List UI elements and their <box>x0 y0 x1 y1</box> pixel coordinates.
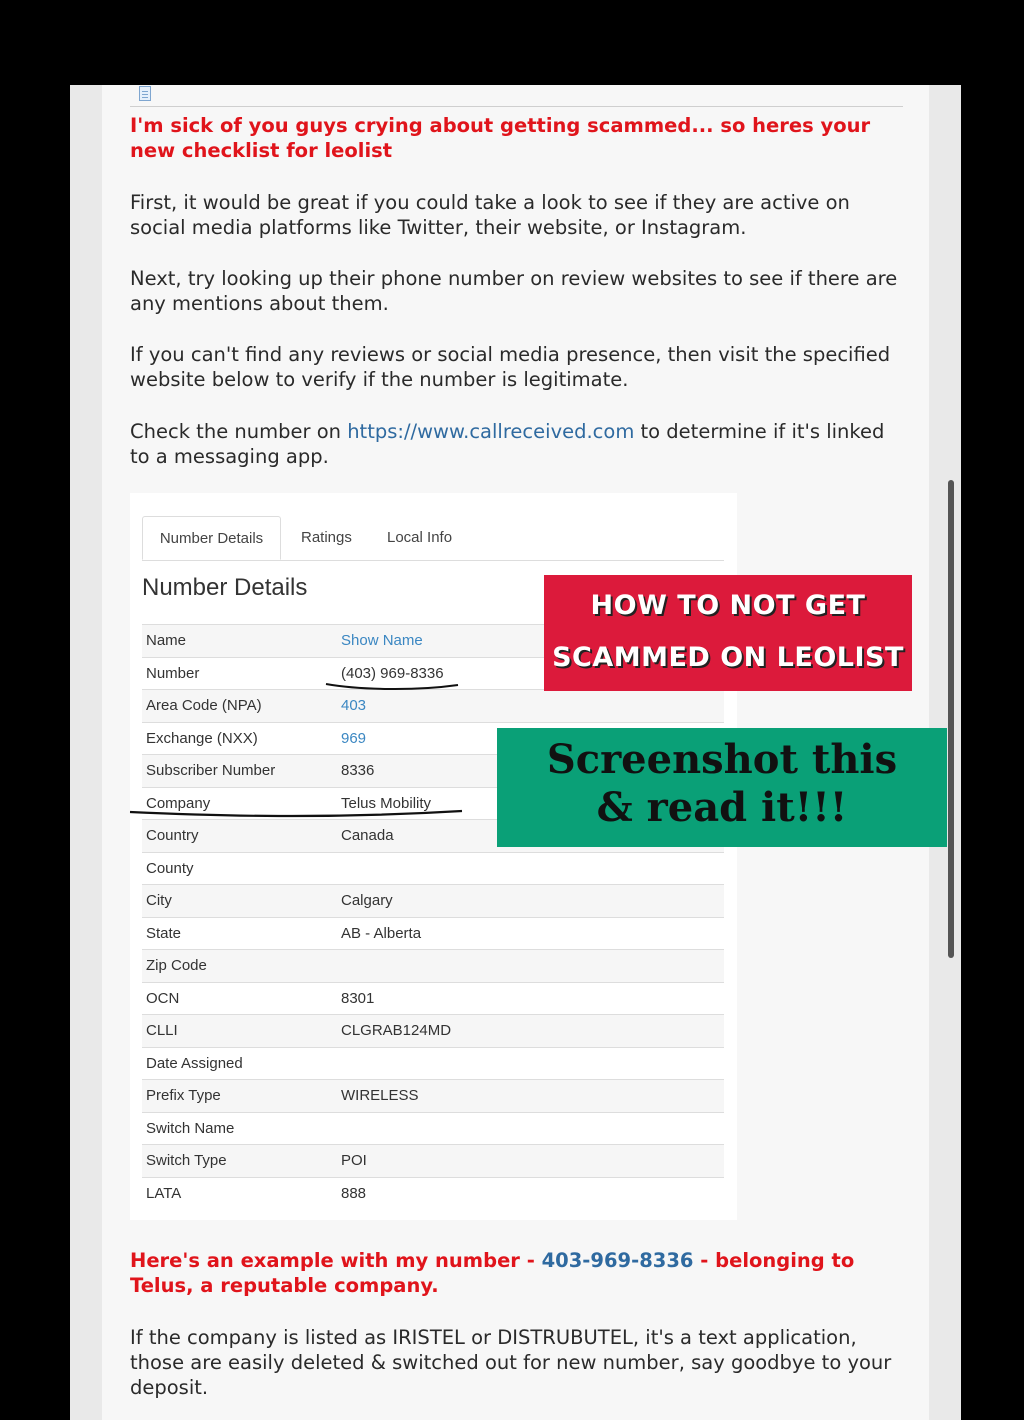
divider <box>130 106 903 107</box>
number-details-table <box>142 624 724 1210</box>
row-label: State <box>146 924 182 942</box>
row-value <box>337 1112 724 1145</box>
row-label: OCN <box>146 989 180 1007</box>
row-value: CLGRAB124MD <box>341 1022 452 1040</box>
row-value: POI <box>341 1152 367 1170</box>
row-value: Telus Mobility <box>341 794 432 812</box>
paragraph-text-apps: If the company is listed as IRISTEL or DISTRUBUTEL, it's a text application, those are easily deleted & switched out for new number, say goodbye to your deposit. <box>130 1326 892 1399</box>
row-label: Zip Code <box>146 957 207 975</box>
row-label: Subscriber Number <box>146 762 276 780</box>
check-number-text-end: to determine if it's linked to a messaging app. <box>130 420 885 468</box>
row-label: City <box>146 892 172 910</box>
paragraph-check-number <box>130 419 905 469</box>
paragraph-review-sites: Next, try looking up their phone number on review websites to see if there are any mentions about them. <box>130 267 898 315</box>
paragraph-social-media: First, it would be great if you could take a look to see if they are active on social media platforms like Twitter, their website, or Instagram. <box>130 191 850 239</box>
table-row <box>142 885 724 918</box>
row-label: Switch Name <box>146 1119 235 1137</box>
table-row <box>142 1080 724 1113</box>
banner-line-1: Screenshot this <box>546 736 898 783</box>
example-text-end: - belonging to Telus, a reputable company. <box>130 1249 855 1297</box>
row-value: AB - Alberta <box>341 924 422 942</box>
table-row <box>142 1177 724 1210</box>
row-value: 403 <box>341 697 367 715</box>
row-value: 888 <box>341 1185 367 1202</box>
row-label: CLLI <box>146 1022 178 1040</box>
row-label: Date Assigned <box>146 1054 243 1072</box>
row-label: Name <box>146 632 187 650</box>
callreceived-link[interactable]: https://www.callreceived.com <box>347 420 635 443</box>
row-value: (403) 969-8336 <box>341 664 444 682</box>
row-value: Calgary <box>341 892 393 910</box>
row-label: Number <box>146 664 200 682</box>
row-label: Country <box>146 827 199 845</box>
row-value[interactable]: Show Name <box>341 632 423 650</box>
row-label: Exchange (NXX) <box>146 729 258 747</box>
row-value <box>337 950 724 983</box>
example-text: Here's an example with my number - <box>130 1249 542 1272</box>
tab-ratings[interactable]: Ratings <box>301 529 352 546</box>
row-label: Area Code (NPA) <box>146 697 262 715</box>
table-row <box>142 1047 724 1080</box>
lookup-tabs <box>142 516 724 561</box>
tab-number-details[interactable]: Number Details <box>142 516 281 560</box>
screenshot-banner <box>497 728 947 847</box>
banner-line-1: HOW TO NOT GET <box>590 590 866 621</box>
example-paragraph <box>130 1248 905 1298</box>
row-label: Prefix Type <box>146 1087 221 1105</box>
row-label: Switch Type <box>146 1152 227 1170</box>
tab-local-info[interactable]: Local Info <box>387 529 453 546</box>
example-number: 403-969-8336 <box>541 1249 694 1272</box>
how-to-banner <box>544 575 912 691</box>
banner-line-2: & read it!!! <box>596 784 848 831</box>
table-row <box>142 917 724 950</box>
row-value: WIRELESS <box>341 1087 419 1105</box>
row-value: 8336 <box>341 762 375 780</box>
table-row <box>142 1145 724 1178</box>
banner-line-2: SCAMMED ON LEOLIST <box>552 642 904 673</box>
table-row <box>142 982 724 1015</box>
scrollbar[interactable] <box>948 480 954 958</box>
row-value: 969 <box>341 729 367 747</box>
row-label: LATA <box>146 1185 182 1202</box>
row-value <box>337 852 724 885</box>
table-row <box>142 852 724 885</box>
document-icon <box>139 86 151 101</box>
table-row <box>142 1015 724 1048</box>
table-row <box>142 950 724 983</box>
table-row <box>142 690 724 723</box>
paragraph-verify: If you can't find any reviews or social media presence, then visit the specified website below to verify if the number is legitimate. <box>130 343 891 391</box>
row-value: 8301 <box>341 989 375 1007</box>
row-value: Canada <box>341 827 394 845</box>
number-details-heading: Number Details <box>142 574 308 601</box>
table-row <box>142 1112 724 1145</box>
row-label: County <box>146 859 194 877</box>
row-label: Company <box>146 794 211 812</box>
row-value <box>337 1047 724 1080</box>
post-title: I'm sick of you guys crying about getting scammed... so heres your new checklist for leolist <box>130 114 871 162</box>
check-number-text: Check the number on <box>130 420 348 443</box>
